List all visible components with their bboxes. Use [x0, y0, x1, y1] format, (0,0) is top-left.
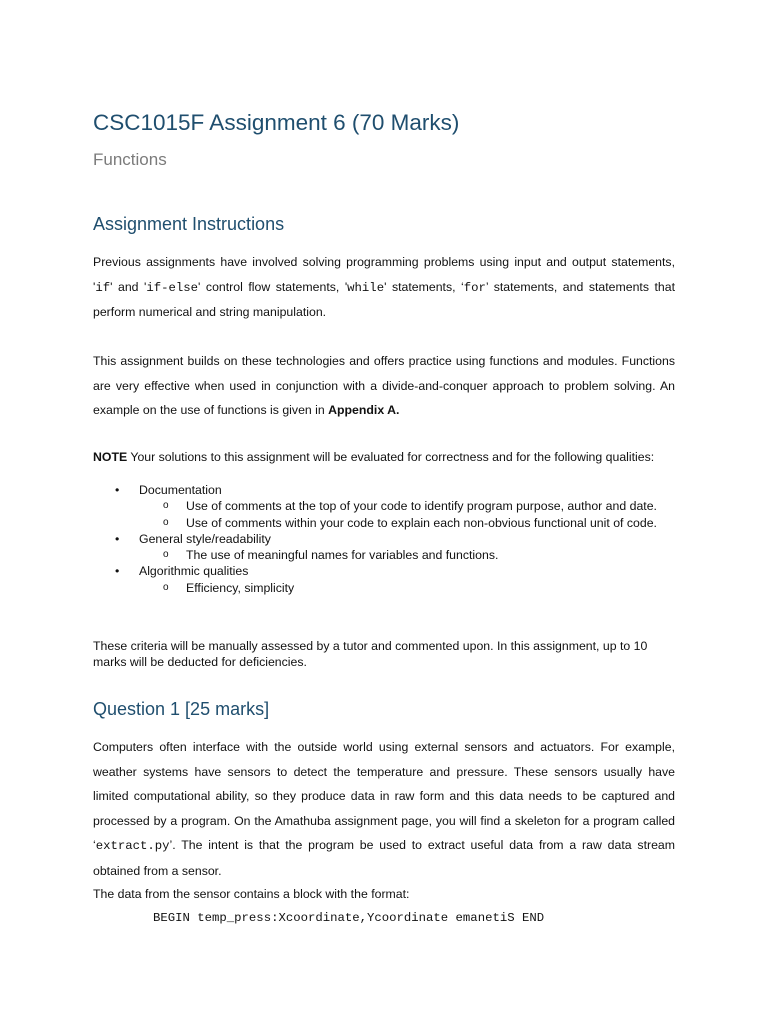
appendix-reference: Appendix A. — [328, 403, 400, 417]
text-run: Computers often interface with the outside world using external sensors and actuators. For example, weather systems have sensors to detect the temperature and pressure. These sensors usually have limited computational ability, so they produce data in raw form and this data needs to be captured and processed by a program. On the Amathuba assignment page, you will find a skeleton for a program called ‘ — [93, 740, 675, 852]
instructions-paragraph-3: These criteria will be manually assessed by a tutor and commented upon. In this assignment, up to 10 marks will be deducted for deficiencies. — [93, 639, 648, 670]
text-run: ’. The intent is that the program be used to extract useful data from a raw data stream obtained from a sensor. — [93, 838, 675, 878]
code-while: while — [347, 280, 385, 295]
code-for: for — [463, 280, 486, 295]
question1-paragraph-2: The data from the sensor contains a block with the format: — [93, 887, 410, 901]
document-subtitle: Functions — [93, 150, 167, 169]
text-run: Previous assignments have involved solving programming problems using input and output statements, ' — [93, 255, 675, 294]
criteria-subitem: o The use of meaningful names for variables and functions. — [93, 547, 675, 563]
text-run: Your solutions to this assignment will be evaluated for correctness and for the following qualities: — [127, 450, 655, 464]
instructions-paragraph-2 — [93, 349, 675, 423]
criteria-subitem: o Use of comments within your code to explain each non-obvious functional unit of code. — [93, 515, 675, 531]
criteria-list — [93, 482, 675, 596]
document-title: CSC1015F Assignment 6 (70 Marks) — [93, 110, 460, 135]
instructions-heading: Assignment Instructions — [93, 214, 285, 234]
text-run: ' and ' — [110, 279, 147, 294]
text-run: This assignment builds on these technologies and offers practice using functions and modules. Functions are very effective when used in conjunction with a divide-and-conquer approach to problem solving. An example on the use of functions is given in — [93, 354, 675, 417]
criteria-item: • Algorithmic qualities — [93, 563, 675, 579]
instructions-paragraph-1 — [93, 250, 675, 325]
note-label: NOTE — [93, 450, 128, 464]
text-run: ' control flow statements, ' — [198, 279, 348, 294]
format-code-block: BEGIN temp_press:Xcoordinate,Ycoordinate emanetiS END — [153, 911, 545, 925]
criteria-item: • General style/readability — [93, 531, 675, 547]
note-paragraph — [93, 449, 675, 465]
question1-heading: Question 1 [25 marks] — [93, 699, 270, 719]
text-run: ’ statements, and statements that perform numerical and string manipulation. — [93, 279, 675, 319]
criteria-subitem: o Use of comments at the top of your code to identify program purpose, author and date. — [93, 498, 675, 514]
criteria-subitem: o Efficiency, simplicity — [93, 580, 675, 596]
criteria-item: • Documentation — [93, 482, 675, 498]
question1-paragraph-1 — [93, 735, 675, 883]
code-if-else: if-else — [146, 280, 199, 295]
code-filename: extract.py — [95, 839, 170, 853]
text-run: ' statements, ‘ — [384, 279, 464, 294]
code-if: if — [95, 280, 111, 295]
